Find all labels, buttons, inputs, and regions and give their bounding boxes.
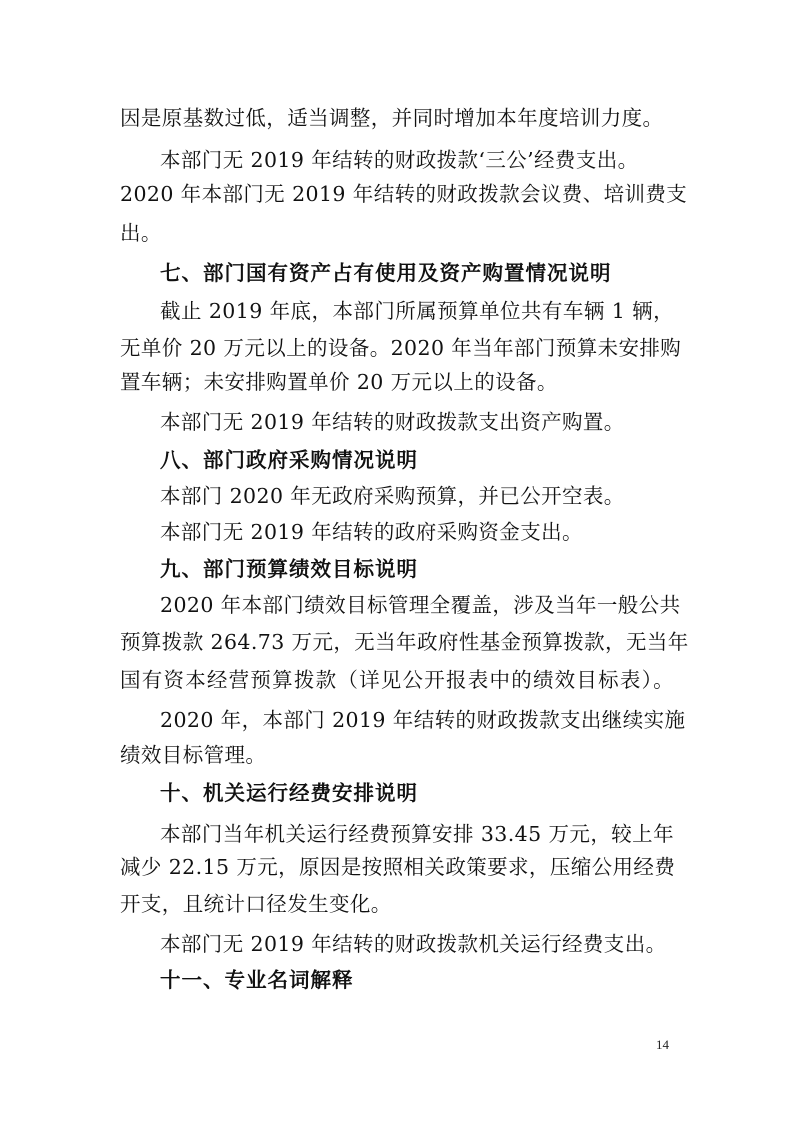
paragraph-line: 2020 年，本部门 2019 年结转的财政拨款支出继续实施 xyxy=(160,708,686,732)
paragraph-line: 本部门 2020 年无政府采购预算，并已公开空表。 xyxy=(160,484,625,508)
paragraph-line: 本部门无 2019 年结转的政府采购资金支出。 xyxy=(160,520,583,544)
paragraph-line: 本部门当年机关运行经费预算安排 33.45 万元，较上年 xyxy=(160,822,674,846)
paragraph-line: 绩效目标管理。 xyxy=(120,743,267,767)
paragraph-line: 置车辆；未安排购置单价 20 万元以上的设备。 xyxy=(120,370,558,394)
section-heading: 十一、专业名词解释 xyxy=(160,968,354,992)
paragraph-line: 减少 22.15 万元，原因是按照相关政策要求，压缩公用经费 xyxy=(120,855,676,879)
paragraph-line: 无单价 20 万元以上的设备。2020 年当年部门预算未安排购 xyxy=(120,336,682,360)
paragraph-line: 本部门无 2019 年结转的财政拨款‘三公’经费支出。 xyxy=(160,148,639,172)
paragraph-line: 出。 xyxy=(120,221,162,245)
paragraph-line: 开支，且统计口径发生变化。 xyxy=(120,892,392,916)
paragraph-line: 国有资本经营预算拨款（详见公开报表中的绩效目标表）。 xyxy=(120,668,674,692)
paragraph-line: 2020 年本部门绩效目标管理全覆盖，涉及当年一般公共 xyxy=(160,593,681,617)
paragraph-line: 预算拨款 264.73 万元，无当年政府性基金预算拨款，无当年 xyxy=(120,630,689,654)
paragraph-line: 截止 2019 年底，本部门所属预算单位共有车辆 1 辆， xyxy=(160,299,674,323)
paragraph-line: 2020 年本部门无 2019 年结转的财政拨款会议费、培训费支 xyxy=(120,182,688,206)
section-heading: 九、部门预算绩效目标说明 xyxy=(160,557,418,581)
section-heading: 七、部门国有资产占有使用及资产购置情况说明 xyxy=(160,261,612,285)
paragraph-line: 因是原基数过低，适当调整，并同时增加本年度培训力度。 xyxy=(120,106,664,130)
paragraph-line: 本部门无 2019 年结转的财政拨款支出资产购置。 xyxy=(160,410,625,434)
section-heading: 八、部门政府采购情况说明 xyxy=(160,448,418,472)
paragraph-line: 本部门无 2019 年结转的财政拨款机关运行经费支出。 xyxy=(160,932,667,956)
page-number: 14 xyxy=(656,1037,669,1052)
section-heading: 十、机关运行经费安排说明 xyxy=(160,781,418,805)
